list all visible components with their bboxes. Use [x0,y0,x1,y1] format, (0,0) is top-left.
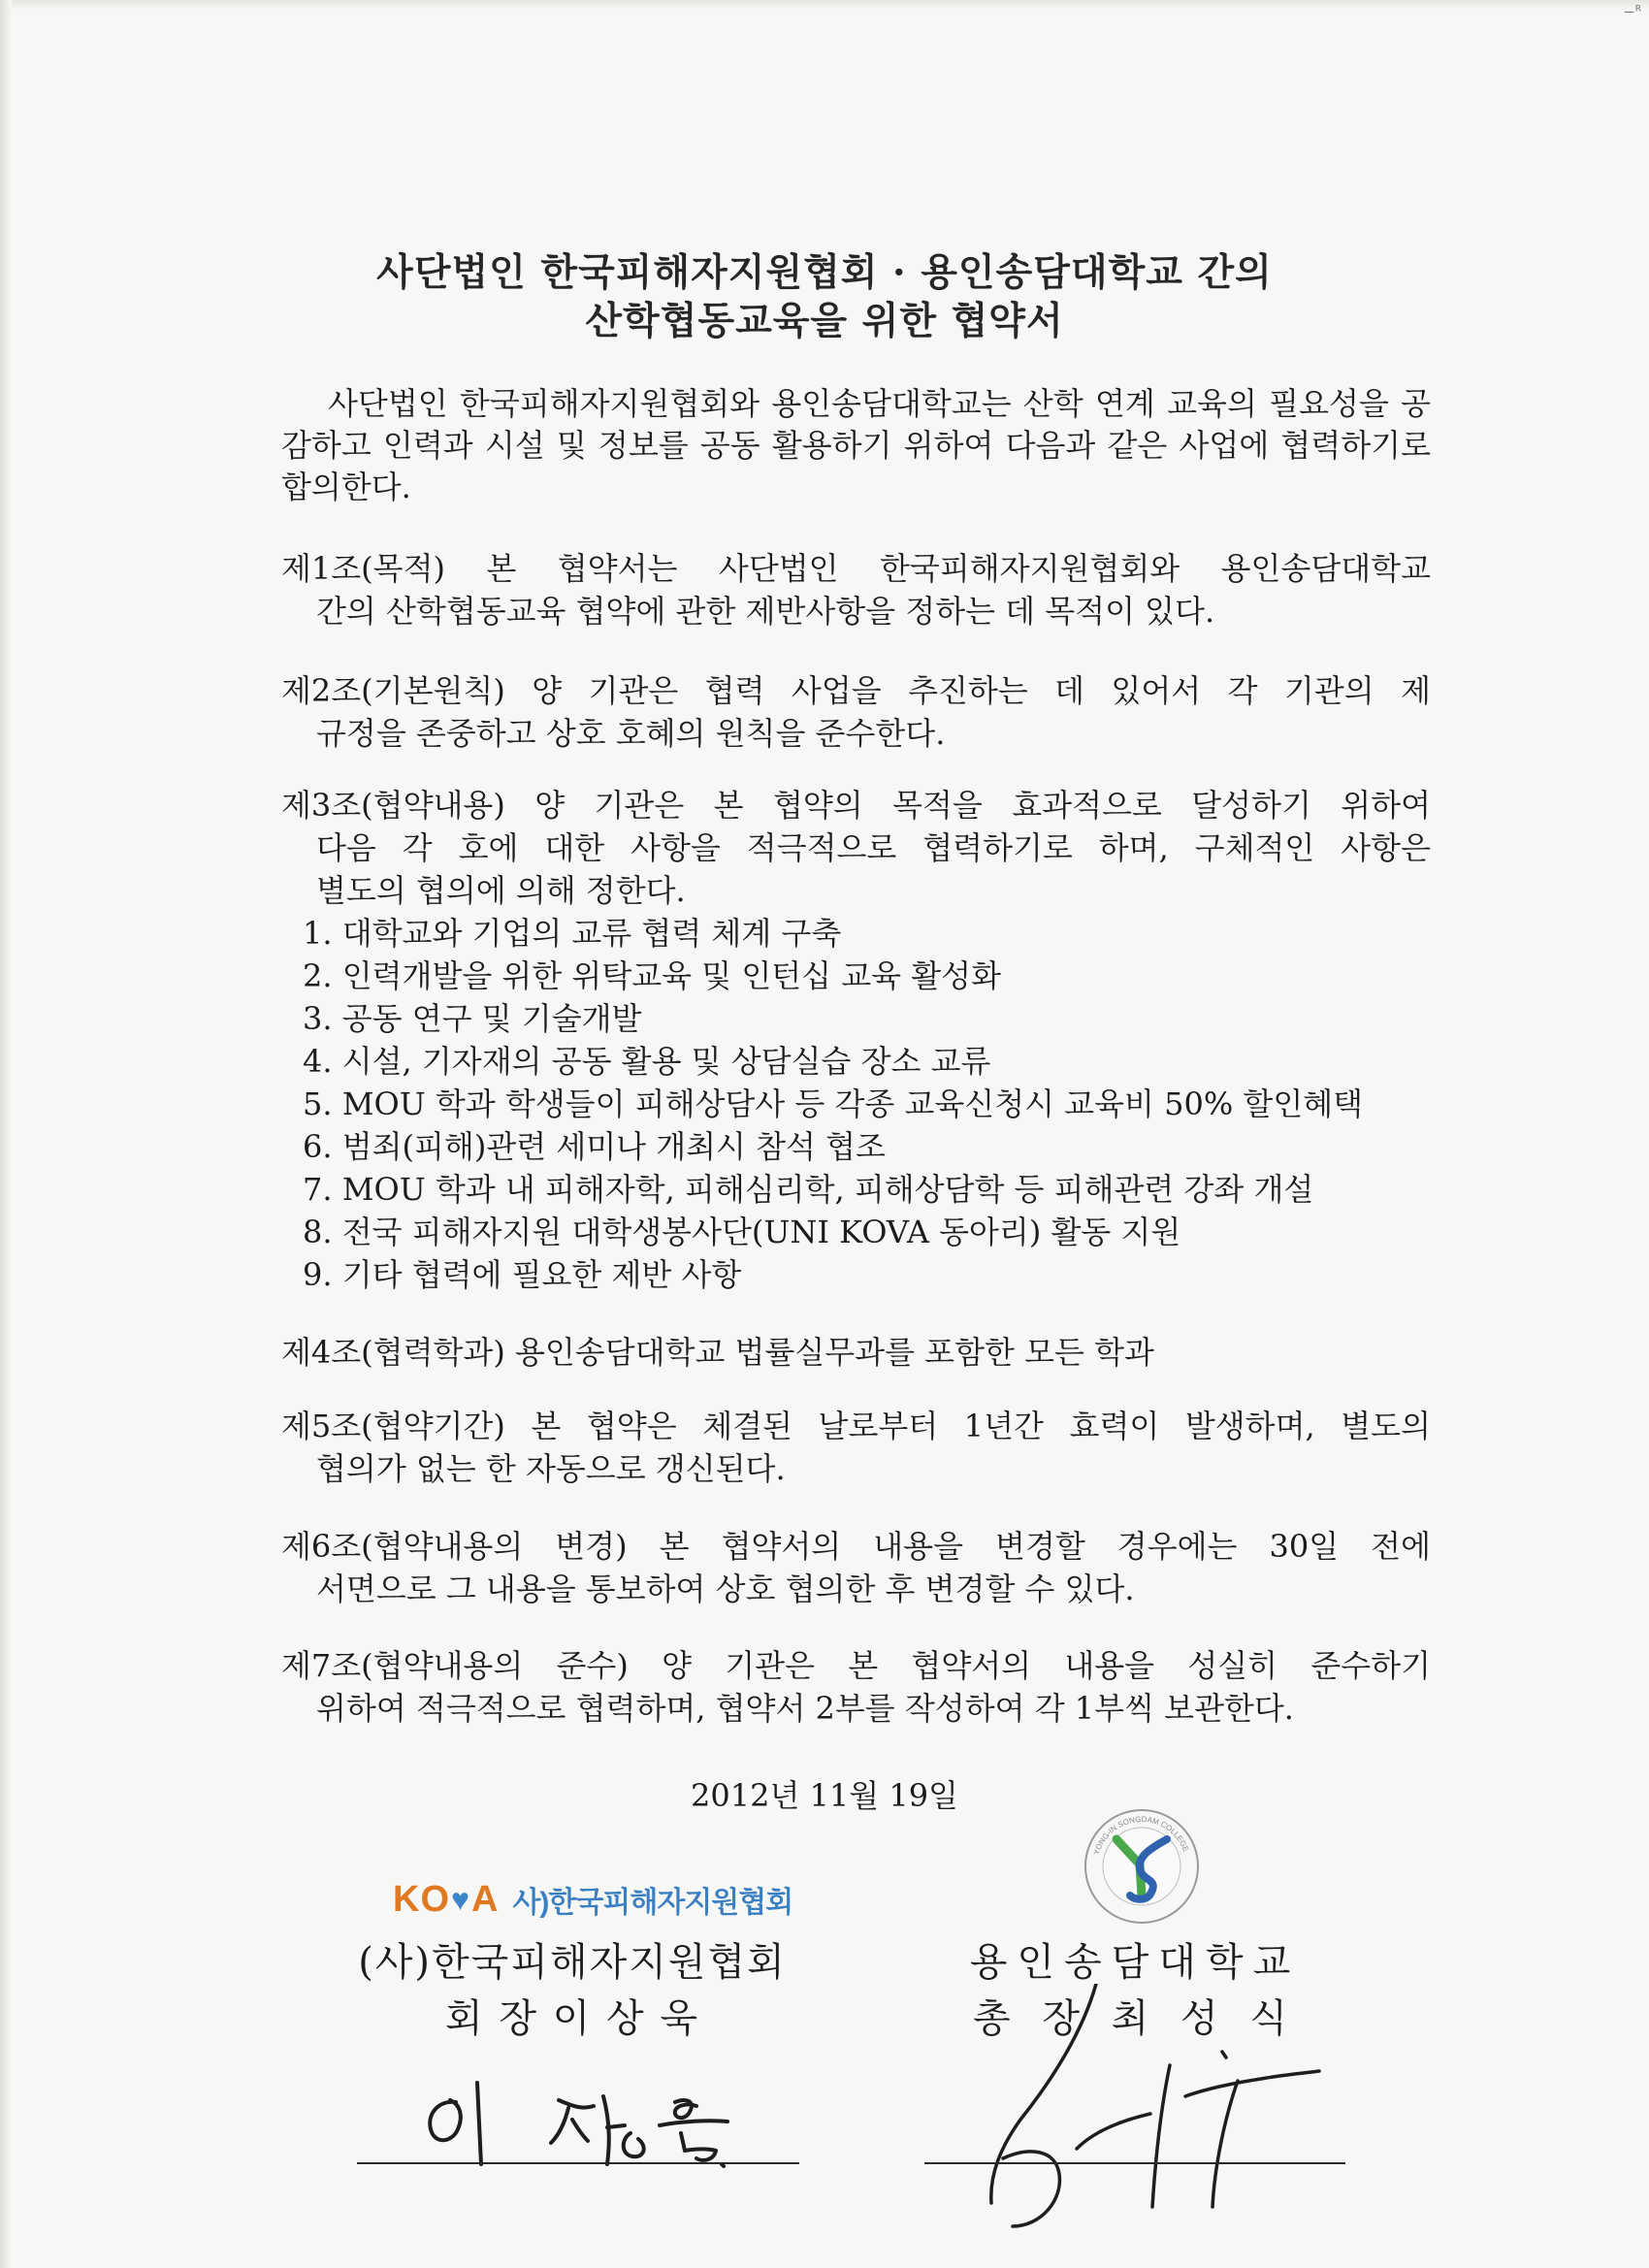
article-1-head: 제1조(목적) 본 협약서는 사단법인 한국피해자지원협회와 용인송담대학교 [281,550,1431,587]
article-6-cont: 서면으로 그 내용을 통보하여 상호 협의한 후 변경할 수 있다. [316,1571,1135,1607]
article-2-cont: 규정을 존중하고 상호 호혜의 원칙을 준수한다. [316,715,946,752]
document-title-line1: 사단법인 한국피해자지원협회 · 용인송담대학교 간의 [376,250,1273,295]
article-3-head: 제3조(협약내용) 양 기관은 본 협약의 목적을 효과적으로 달성하기 위하여 [281,787,1431,824]
intro-text: 사단법인 한국피해자지원협회와 용인송담대학교는 산학 연계 교육의 필요성을 공감하고 인력과 시설 및 정보를 공동 활용하기 위하여 다음과 같은 사업에 협력하기로 합의한다. [281,385,1431,505]
article-7 [281,1644,1431,1730]
kova-wordmark: KO ♥ A [393,1878,500,1920]
list-item: 3. 공동 연구 및 기술개발 [303,1000,642,1037]
article-5-head: 제5조(협약기간) 본 협약은 체결된 날로부터 1년간 효력이 발생하며, 별도의 [281,1408,1431,1444]
signatory-right-role: 총 장 최 성 식 [972,1996,1298,2041]
list-item: 4. 시설, 기자재의 공동 활용 및 상담실습 장소 교류 [303,1043,991,1080]
article-3-cont1: 다음 각 호에 대한 사항을 적극적으로 협력하기로 하며, 구체적인 사항은 [316,829,1431,866]
article-5-cont: 협의가 없는 한 자동으로 갱신된다. [316,1450,786,1487]
heart-icon: ♥ [451,1881,470,1917]
signature-left-line [357,2162,799,2164]
list-item: 2. 인력개발을 위한 위탁교육 및 인턴십 교육 활성화 [303,957,1001,994]
corner-mark: —ᴿ [1624,2,1643,20]
article-4-head: 제4조(협력학과) 용인송담대학교 법률실무과를 포함한 모든 학과 [281,1334,1154,1371]
signatory-right-org: 용인송담대학교 [969,1940,1301,1985]
article-6 [281,1525,1431,1610]
list-item: 1. 대학교와 기업의 교류 협력 체계 구축 [303,915,842,952]
article-4 [281,1331,1431,1374]
list-item: 9. 기타 협력에 필요한 제반 사항 [303,1256,742,1293]
emblem-ring-text: YONG-IN SONGDAM COLLEGE [1091,1814,1191,1857]
scan-edge-top [0,0,1649,10]
signatory-left [320,1934,824,2047]
signatory-left-org: (사)한국피해자지원협회 [358,1940,787,1985]
list-item: 6. 범죄(피해)관련 세미나 개최시 참석 협조 [303,1128,886,1165]
signatory-left-role: 회 장 이 상 욱 [444,1996,700,2041]
article-6-head: 제6조(협약내용의 변경) 본 협약서의 내용을 변경할 경우에는 30일 전에 [281,1528,1431,1565]
article-7-cont: 위하여 적극적으로 협력하며, 협약서 2부를 작성하여 각 1부씩 보관한다. [316,1690,1294,1727]
signature-right-line [924,2162,1345,2164]
list-item: 7. MOU 학과 내 피해자학, 피해심리학, 피해상담학 등 피해관련 강좌 개설 [303,1171,1314,1208]
article-1-cont: 간의 산학협동교육 협약에 관한 제반사항을 정하는 데 목적이 있다. [316,593,1215,630]
article-3-cont2: 별도의 협의에 의해 정한다. [316,872,686,909]
signature-right [931,1984,1339,2265]
document-title-line2: 산학협동교육을 위한 협약서 [585,299,1064,343]
article-1 [281,547,1431,632]
list-item: 8. 전국 피해자지원 대학생봉사단(UNI KOVA 동아리) 활동 지원 [303,1214,1181,1250]
intro-paragraph [281,383,1431,508]
kova-logo [393,1877,792,1922]
signing-date: 2012년 11월 19일 [691,1777,958,1814]
article-2 [281,669,1431,755]
kova-org-name: 사)한국피해자지원협회 [512,1887,793,1919]
article-3-item-list [303,912,1447,1296]
article-2-head: 제2조(기본원칙) 양 기관은 협력 사업을 추진하는 데 있어서 각 기관의 제 [281,672,1431,709]
yongin-songdam-emblem [1082,1806,1202,1927]
article-5 [281,1405,1431,1490]
list-item: 5. MOU 학과 학생들이 피해상담사 등 각종 교육신청시 교육비 50% 할인혜택 [303,1085,1364,1122]
article-3 [281,784,1431,912]
article-7-head: 제7조(협약내용의 준수) 양 기관은 본 협약서의 내용을 성실히 준수하기 [281,1647,1431,1684]
